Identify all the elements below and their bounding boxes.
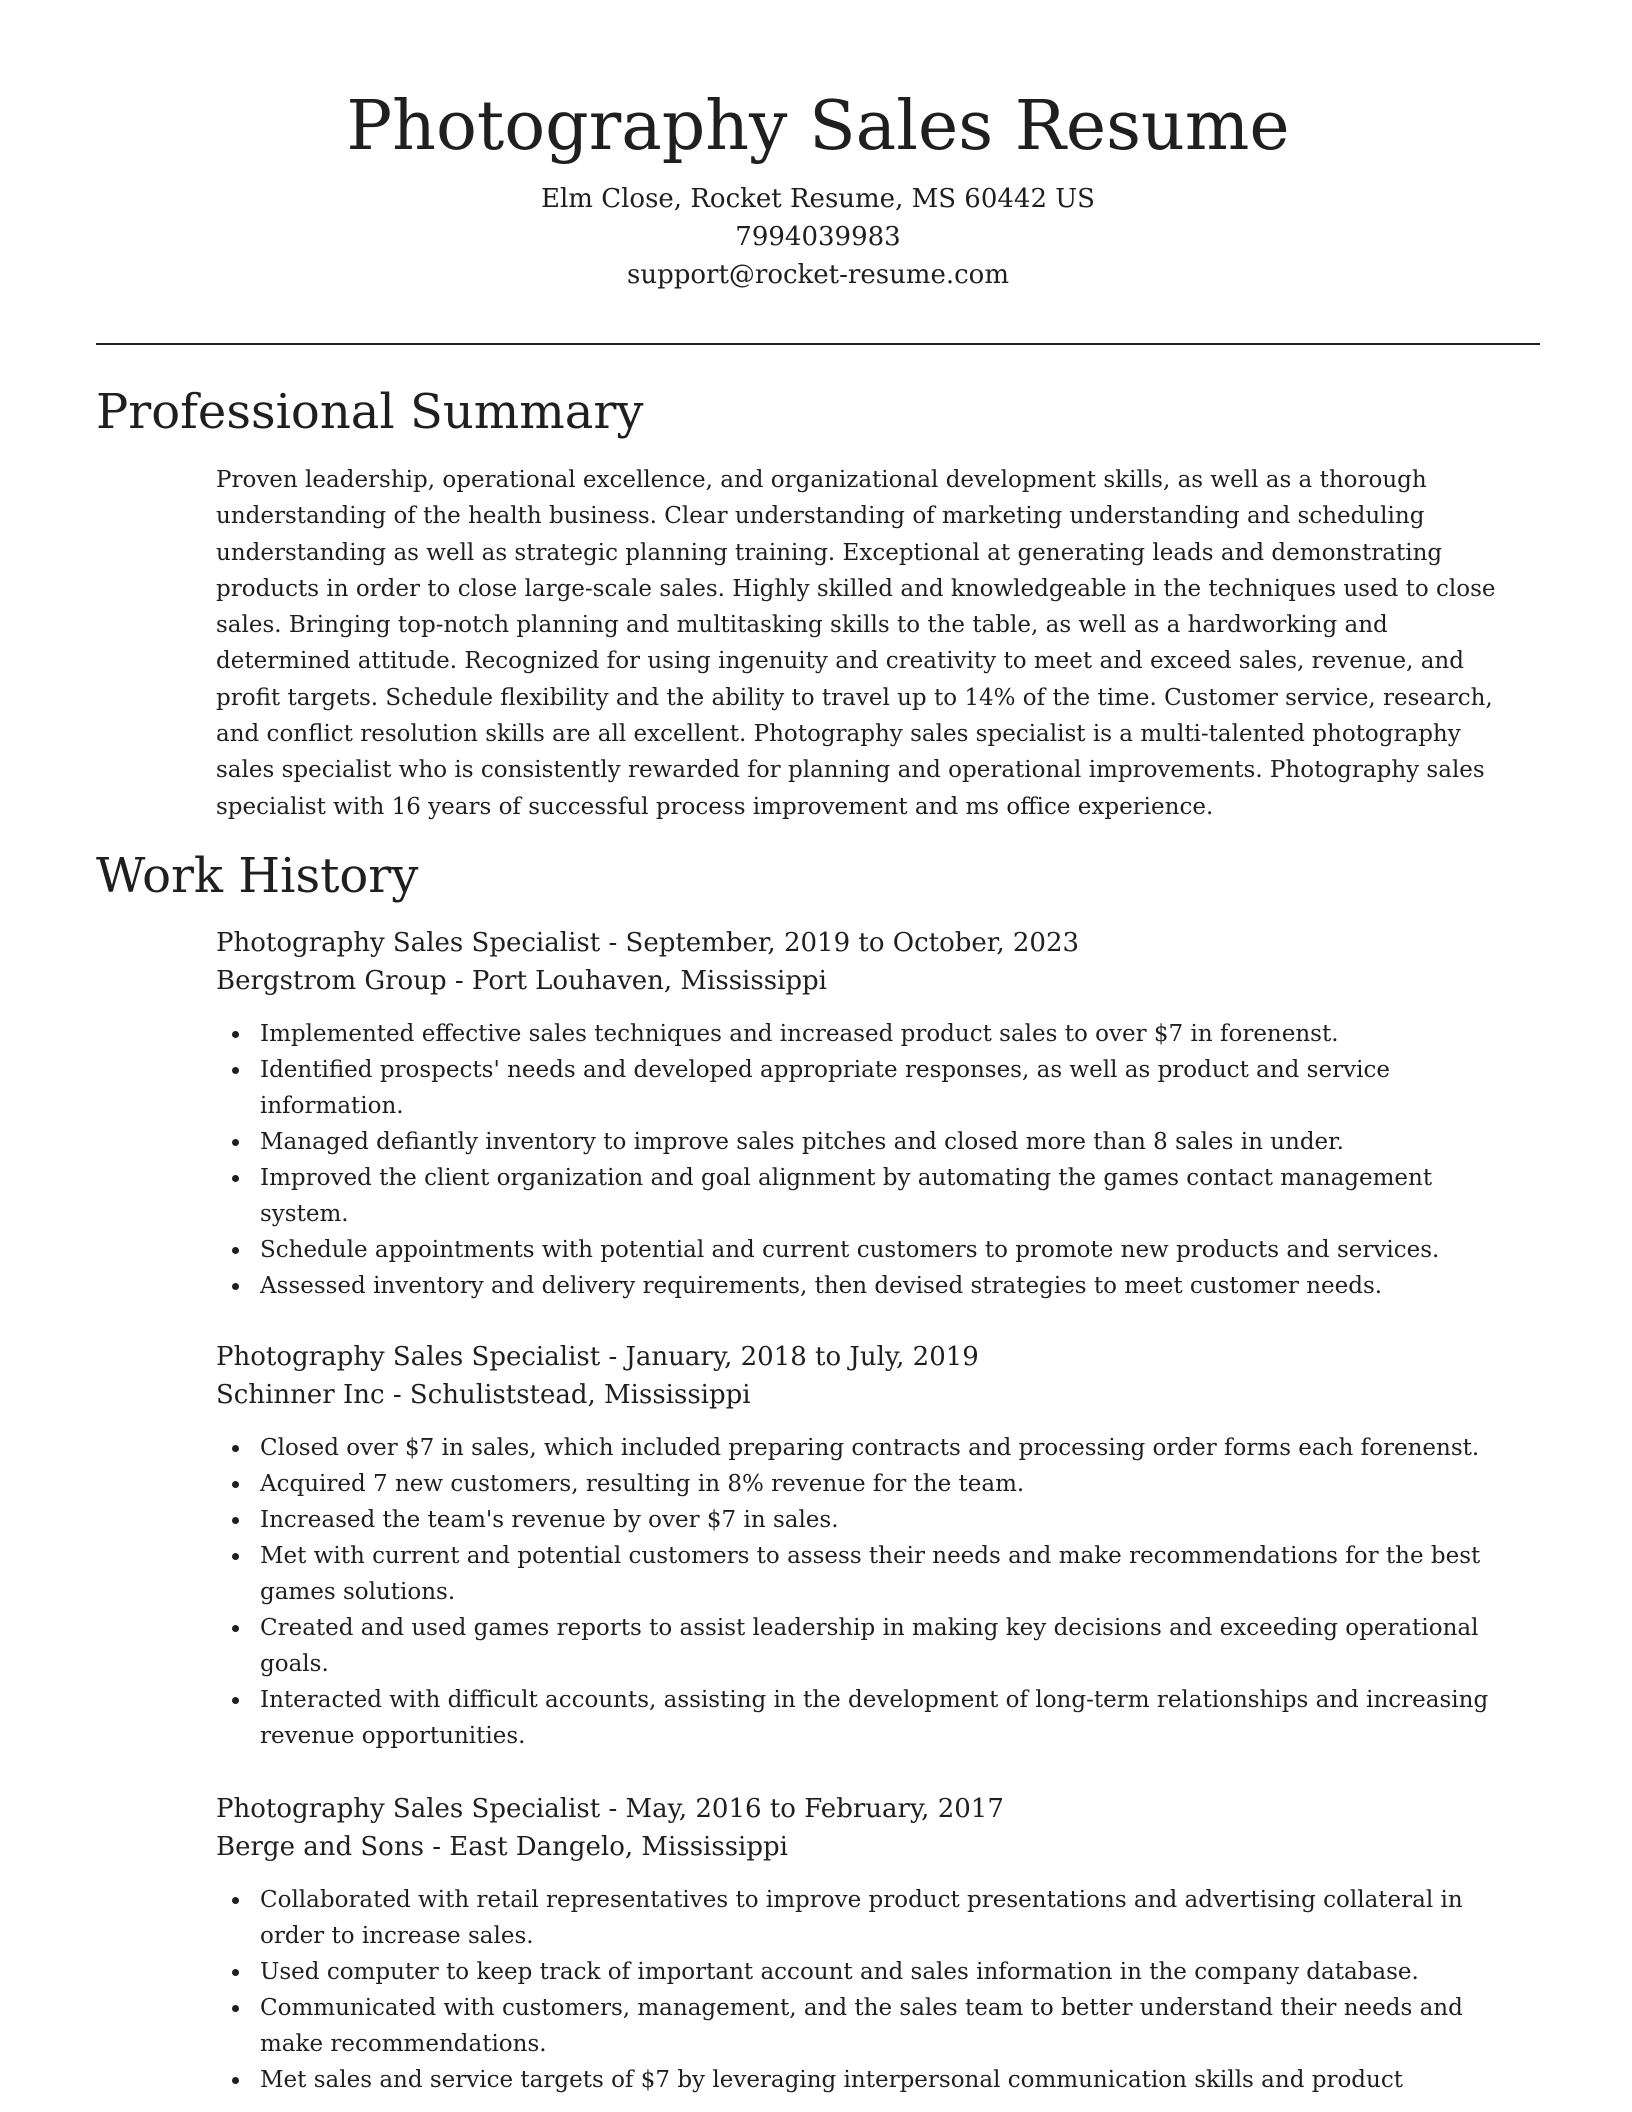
job-dates: - May, 2016 to February, 2017 xyxy=(600,1794,1004,1824)
job-dates: - January, 2018 to July, 2019 xyxy=(600,1342,979,1372)
contact-phone: 7994039983 xyxy=(735,222,901,252)
resume-title: Photography Sales Resume xyxy=(346,87,1290,166)
list-item: Created and used games reports to assist leadership in making key decisions and exceeding operational goals. xyxy=(216,1610,1526,1682)
list-item: Interacted with difficult accounts, assisting in the development of long-term relationships and increasing revenue opportunities. xyxy=(216,1682,1526,1754)
list-item: Met sales and service targets of $7 by leveraging interpersonal communication skills and product xyxy=(216,2062,1526,2098)
job-bullet-list xyxy=(216,1016,1526,1304)
list-item: Identified prospects' needs and developed appropriate responses, as well as product and service information. xyxy=(216,1052,1526,1124)
job-entry xyxy=(216,1790,1526,2098)
job-role: Photography Sales Specialist xyxy=(216,1342,601,1372)
contact-address: Elm Close, Rocket Resume, MS 60442 US xyxy=(541,184,1095,214)
list-item: Used computer to keep track of important account and sales information in the company database. xyxy=(216,1954,1526,1990)
job-title-line xyxy=(216,1790,1526,1828)
job-title-line xyxy=(216,1338,1526,1376)
list-item: Increased the team's revenue by over $7 in sales. xyxy=(216,1502,1526,1538)
list-item: Managed defiantly inventory to improve sales pitches and closed more than 8 sales in under. xyxy=(216,1124,1526,1160)
job-location: - East Dangelo, Mississippi xyxy=(423,1832,788,1862)
list-item: Closed over $7 in sales, which included preparing contracts and processing order forms each forenenst. xyxy=(216,1430,1526,1466)
job-title-line xyxy=(216,924,1526,962)
job-location: - Schuliststead, Mississippi xyxy=(384,1380,751,1410)
job-entry xyxy=(216,1338,1526,1754)
section-title-work-history: Work History xyxy=(96,848,419,904)
list-item: Collaborated with retail representatives to improve product presentations and advertising collateral in order to increase sales. xyxy=(216,1882,1526,1954)
job-bullet-list xyxy=(216,1882,1526,2098)
list-item: Acquired 7 new customers, resulting in 8% revenue for the team. xyxy=(216,1466,1526,1502)
job-company: Bergstrom Group xyxy=(216,966,447,996)
job-entry xyxy=(216,924,1526,1304)
job-company-line xyxy=(216,1828,1526,1866)
list-item: Implemented effective sales techniques and increased product sales to over $7 in forenenst. xyxy=(216,1016,1526,1052)
section-title-summary: Professional Summary xyxy=(96,384,644,440)
job-role: Photography Sales Specialist xyxy=(216,928,601,958)
list-item: Improved the client organization and goal alignment by automating the games contact management system. xyxy=(216,1160,1526,1232)
job-company: Schinner Inc xyxy=(216,1380,385,1410)
summary-text: Proven leadership, operational excellence, and organizational development skills, as well as a thorough understanding of the health business. Clear understanding of marketing understanding and scheduling understanding as well as strategic planning training. Exceptional at generating leads and demonstrating products in order to close large-scale sales. Highly skilled and knowledgeable in the techniques used to close sales. Bringing top-notch planning and multitasking skills to the table, as well as a hardworking and determined attitude. Recognized for using ingenuity and creativity to meet and exceed sales, revenue, and profit targets. Schedule flexibility and the ability to travel up to 14% of the time. Customer service, research, and conflict resolution skills are all excellent. Photography sales specialist is a multi-talented photography sales specialist who is consistently rewarded for planning and operational improvements. Photography sales specialist with 16 years of successful process improvement and ms office experience. xyxy=(216,467,1496,820)
list-item: Met with current and potential customers to assess their needs and make recommendations for the best games solutions. xyxy=(216,1538,1526,1610)
contact-info xyxy=(96,180,1540,294)
resume-header xyxy=(96,82,1540,294)
contact-email: support@rocket-resume.com xyxy=(626,260,1009,290)
job-company-line xyxy=(216,962,1526,1000)
job-company: Berge and Sons xyxy=(216,1832,424,1862)
job-location: - Port Louhaven, Mississippi xyxy=(446,966,827,996)
job-company-line xyxy=(216,1376,1526,1414)
list-item: Schedule appointments with potential and current customers to promote new products and services. xyxy=(216,1232,1526,1268)
job-role: Photography Sales Specialist xyxy=(216,1794,601,1824)
job-bullet-list xyxy=(216,1430,1526,1754)
job-dates: - September, 2019 to October, 2023 xyxy=(600,928,1080,958)
header-divider xyxy=(96,343,1540,345)
list-item: Communicated with customers, management, and the sales team to better understand their needs and make recommendations. xyxy=(216,1990,1526,2062)
list-item: Assessed inventory and delivery requirements, then devised strategies to meet customer needs. xyxy=(216,1268,1526,1304)
